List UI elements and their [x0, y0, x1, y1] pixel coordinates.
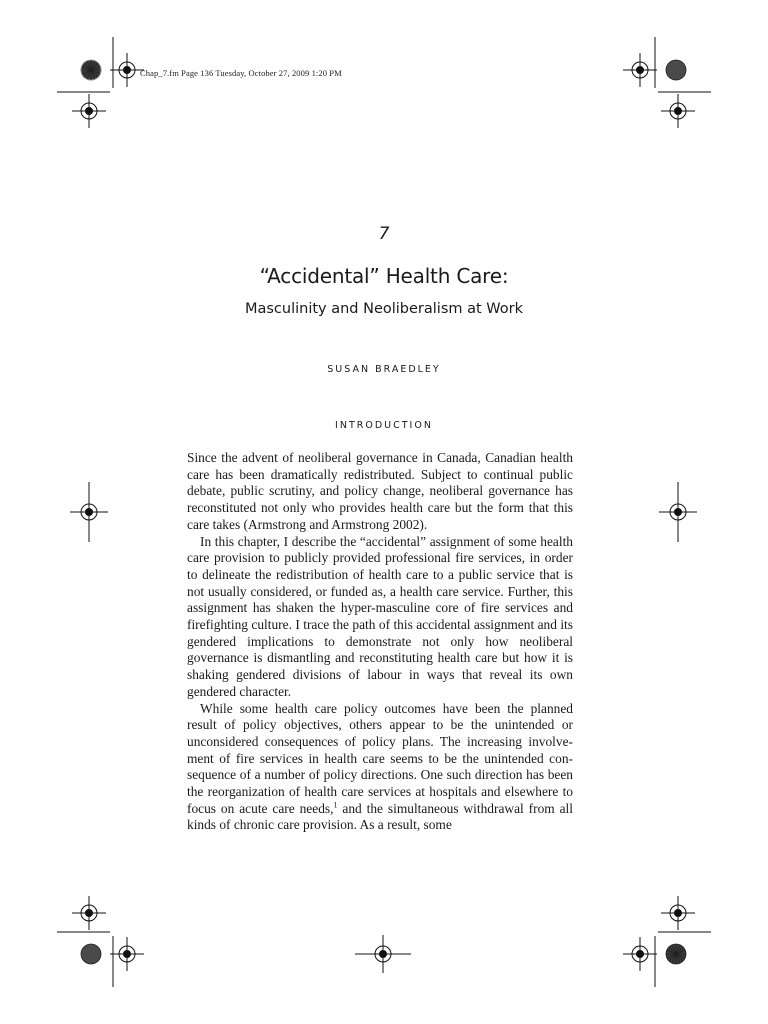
paragraph: In this chapter, I describe the “accidental” assignment of some health care provision to publicly provided professional fire services, in order to delineate the redistribution of health care to a public service that is not usually considered, or funded as, a health care service. Further, this assignment has shaken the hyper-masculine core of fire services and firefighting culture. I trace the path of this accidental assignment and its gendered implications to demonstrate not only how neoliberal governance is dismantling and reconstituting health care but how it is shaking gendered divisions of labour in ways that reveal its own gendered character.	[187, 533, 573, 699]
section-heading: INTRODUCTION	[335, 420, 433, 431]
paragraph-text: While some health care policy outcomes have been the planned result of policy objectives, others appear to be the unintended or unconsidered consequences of policy plans. The increasing involvement of fire services in health care seems to be the unintended consequence of a number of policy directions. One such direction has been the reorganization of health care services at hospitals and elsewhere to focus on acute care needs,	[187, 700, 573, 816]
paragraph	[187, 701, 573, 835]
paragraph: Since the advent of neoliberal governance in Canada, Canadian health care has been dramatically redistributed. Subject to continual public debate, public scrutiny, and policy change, neoliberal governance has reconstituted not only who provides health care but the form that this care takes (Armstrong and Armstrong 2002).	[187, 450, 573, 532]
slug-line: Chap_7.fm Page 136 Tuesday, October 27, 2009 1:20 PM	[140, 68, 342, 78]
paragraph-text: and the simultaneous withdrawal from all kinds of chronic care provision. As a result, some	[187, 800, 573, 833]
chapter-subtitle: Masculinity and Neoliberalism at Work	[244, 301, 524, 317]
chapter-title: “Accidental” Health Care:	[259, 264, 509, 288]
chapter-number: 7	[378, 224, 390, 244]
footnote-marker: 1	[333, 800, 338, 810]
body-text	[187, 450, 573, 834]
author-name: SUSAN BRAEDLEY	[327, 364, 441, 375]
